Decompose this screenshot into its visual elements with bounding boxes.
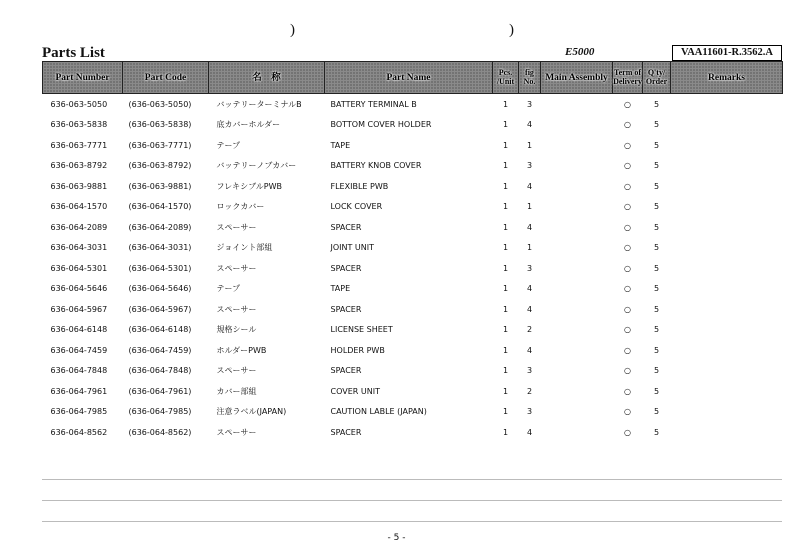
main-assembly-cell (541, 115, 613, 136)
fig-no-cell: 3 (526, 161, 533, 171)
term-of-delivery-cell: ○ (624, 304, 631, 314)
remarks-cell (671, 217, 783, 238)
remarks-cell (671, 156, 783, 177)
part-number-cell: 636-063-7771 (50, 140, 108, 150)
part-name-cell: SPACER (330, 222, 362, 232)
part-number-cell: 636-064-5646 (50, 284, 108, 294)
part-name-cell: BATTERY TERMINAL B (330, 99, 417, 109)
term-of-delivery-cell: ○ (624, 345, 631, 355)
part-number-cell: 636-063-9881 (50, 181, 108, 191)
header-paren-left: ) (290, 22, 295, 38)
table-row (43, 217, 783, 238)
part-code-cell: (636-064-8562) (128, 427, 192, 437)
part-code-cell: (636-064-6148) (128, 325, 192, 335)
pcs-unit-cell: 1 (502, 140, 509, 150)
main-assembly-cell (541, 238, 613, 259)
part-number-cell: 636-064-2089 (50, 222, 108, 232)
part-code-cell: (636-064-2089) (128, 222, 192, 232)
qty-order-cell: 5 (653, 140, 660, 150)
term-of-delivery-cell: ○ (624, 427, 631, 437)
remarks-cell (671, 381, 783, 402)
remarks-cell (671, 197, 783, 218)
fig-no-cell: 4 (526, 181, 533, 191)
main-assembly-cell (541, 361, 613, 382)
part-name-cell: SPACER (330, 366, 362, 376)
column-header-part-name: Part Name (325, 62, 493, 94)
remarks-cell (671, 94, 783, 115)
part-number-cell: 636-064-5967 (50, 304, 108, 314)
term-of-delivery-cell: ○ (624, 161, 631, 171)
column-header-qty-order: Q'ty/ Order (643, 62, 671, 94)
qty-order-cell: 5 (653, 407, 660, 417)
blank-row-divider (42, 500, 782, 501)
qty-order-cell: 5 (653, 222, 660, 232)
part-code-cell: (636-064-5646) (128, 284, 192, 294)
pcs-unit-cell: 1 (502, 222, 509, 232)
table-row (43, 94, 783, 115)
part-number-cell: 636-064-8562 (50, 427, 108, 437)
part-code-cell: (636-064-7985) (128, 407, 192, 417)
table-header-row (43, 62, 783, 94)
part-number-cell: 636-063-8792 (50, 161, 108, 171)
name-jp-cell: テープ (216, 140, 241, 150)
qty-order-cell: 5 (653, 304, 660, 314)
name-jp-cell: バッテリーターミナルB (216, 99, 302, 109)
term-of-delivery-cell: ○ (624, 120, 631, 130)
part-name-cell: SPACER (330, 427, 362, 437)
main-assembly-cell (541, 381, 613, 402)
name-jp-cell: フレキシブルPWB (216, 181, 283, 191)
parts-table (42, 61, 783, 443)
column-header-name-jp: 名 称 (209, 62, 325, 94)
term-of-delivery-cell: ○ (624, 243, 631, 253)
main-assembly-cell (541, 299, 613, 320)
fig-no-cell: 3 (526, 366, 533, 376)
table-row (43, 422, 783, 443)
table-row (43, 115, 783, 136)
term-of-delivery-cell: ○ (624, 284, 631, 294)
blank-row-divider (42, 479, 782, 480)
pcs-unit-cell: 1 (502, 243, 509, 253)
part-number-cell: 636-064-7961 (50, 386, 108, 396)
fig-no-cell: 1 (526, 243, 533, 253)
part-code-cell: (636-063-5050) (128, 99, 192, 109)
remarks-cell (671, 422, 783, 443)
table-row (43, 381, 783, 402)
pcs-unit-cell: 1 (502, 407, 509, 417)
pcs-unit-cell: 1 (502, 99, 509, 109)
part-number-cell: 636-064-5301 (50, 263, 108, 273)
term-of-delivery-cell: ○ (624, 407, 631, 417)
main-assembly-cell (541, 258, 613, 279)
part-code-cell: (636-064-5967) (128, 304, 192, 314)
part-code-cell: (636-063-9881) (128, 181, 192, 191)
pcs-unit-cell: 1 (502, 161, 509, 171)
term-of-delivery-cell: ○ (624, 99, 631, 109)
qty-order-cell: 5 (653, 386, 660, 396)
remarks-cell (671, 361, 783, 382)
main-assembly-cell (541, 279, 613, 300)
part-number-cell: 636-064-3031 (50, 243, 108, 253)
name-jp-cell: カバー部組 (216, 386, 257, 396)
main-assembly-cell (541, 197, 613, 218)
part-name-cell: LICENSE SHEET (330, 325, 393, 335)
term-of-delivery-cell: ○ (624, 366, 631, 376)
main-assembly-cell (541, 320, 613, 341)
table-row (43, 258, 783, 279)
part-number-cell: 636-064-7985 (50, 407, 108, 417)
part-name-cell: SPACER (330, 304, 362, 314)
qty-order-cell: 5 (653, 202, 660, 212)
remarks-cell (671, 258, 783, 279)
remarks-cell (671, 299, 783, 320)
remarks-cell (671, 115, 783, 136)
part-name-cell: FLEXIBLE PWB (330, 181, 389, 191)
name-jp-cell: テープ (216, 284, 241, 294)
part-name-cell: CAUTION LABLE (JAPAN) (330, 407, 427, 417)
fig-no-cell: 3 (526, 407, 533, 417)
term-of-delivery-cell: ○ (624, 386, 631, 396)
qty-order-cell: 5 (653, 284, 660, 294)
pcs-unit-cell: 1 (502, 120, 509, 130)
table-row (43, 156, 783, 177)
remarks-cell (671, 135, 783, 156)
table-row (43, 299, 783, 320)
part-code-cell: (636-063-7771) (128, 140, 192, 150)
part-number-cell: 636-064-7848 (50, 366, 108, 376)
pcs-unit-cell: 1 (502, 181, 509, 191)
qty-order-cell: 5 (653, 325, 660, 335)
header-paren-right: ) (509, 22, 514, 38)
qty-order-cell: 5 (653, 120, 660, 130)
part-name-cell: HOLDER PWB (330, 345, 385, 355)
part-code-cell: (636-064-5301) (128, 263, 192, 273)
fig-no-cell: 4 (526, 427, 533, 437)
fig-no-cell: 3 (526, 99, 533, 109)
name-jp-cell: スペーサー (216, 304, 257, 314)
part-number-cell: 636-064-7459 (50, 345, 108, 355)
pcs-unit-cell: 1 (502, 263, 509, 273)
remarks-cell (671, 340, 783, 361)
part-code-cell: (636-063-5838) (128, 120, 192, 130)
fig-no-cell: 1 (526, 140, 533, 150)
remarks-cell (671, 402, 783, 423)
pcs-unit-cell: 1 (502, 345, 509, 355)
column-header-part-number: Part Number (43, 62, 123, 94)
part-code-cell: (636-064-1570) (128, 202, 192, 212)
name-jp-cell: 注意ラベル(JAPAN) (216, 407, 287, 417)
fig-no-cell: 4 (526, 120, 533, 130)
term-of-delivery-cell: ○ (624, 140, 631, 150)
part-name-cell: BOTTOM COVER HOLDER (330, 120, 432, 130)
part-name-cell: BATTERY KNOB COVER (330, 161, 422, 171)
term-of-delivery-cell: ○ (624, 263, 631, 273)
main-assembly-cell (541, 176, 613, 197)
qty-order-cell: 5 (653, 427, 660, 437)
part-name-cell: LOCK COVER (330, 202, 383, 212)
qty-order-cell: 5 (653, 345, 660, 355)
part-number-cell: 636-063-5838 (50, 120, 108, 130)
qty-order-cell: 5 (653, 99, 660, 109)
blank-row-divider (42, 521, 782, 522)
fig-no-cell: 1 (526, 202, 533, 212)
main-assembly-cell (541, 156, 613, 177)
name-jp-cell: バッテリーノブカバー (216, 161, 297, 171)
part-number-cell: 636-063-5050 (50, 99, 108, 109)
column-header-pcs-unit: Pcs. /Unit (493, 62, 519, 94)
part-code-cell: (636-063-8792) (128, 161, 192, 171)
main-assembly-cell (541, 94, 613, 115)
part-name-cell: TAPE (330, 284, 351, 294)
pcs-unit-cell: 1 (502, 304, 509, 314)
name-jp-cell: ジョイント部組 (216, 243, 273, 253)
part-number-cell: 636-064-6148 (50, 325, 108, 335)
column-header-fig-no: fig No. (519, 62, 541, 94)
main-assembly-cell (541, 340, 613, 361)
fig-no-cell: 4 (526, 304, 533, 314)
fig-no-cell: 4 (526, 222, 533, 232)
qty-order-cell: 5 (653, 243, 660, 253)
name-jp-cell: 規格シール (216, 325, 257, 335)
column-header-remarks: Remarks (671, 62, 783, 94)
document-id: VAA11601-R.3562.A (672, 45, 782, 61)
fig-no-cell: 2 (526, 325, 533, 335)
part-number-cell: 636-064-1570 (50, 202, 108, 212)
page-number: - 5 - (387, 533, 406, 543)
part-code-cell: (636-064-3031) (128, 243, 192, 253)
table-row (43, 238, 783, 259)
table-row (43, 279, 783, 300)
pcs-unit-cell: 1 (502, 366, 509, 376)
table-row (43, 176, 783, 197)
part-name-cell: JOINT UNIT (330, 243, 375, 253)
term-of-delivery-cell: ○ (624, 202, 631, 212)
part-name-cell: SPACER (330, 263, 362, 273)
remarks-cell (671, 176, 783, 197)
table-row (43, 402, 783, 423)
table-row (43, 197, 783, 218)
pcs-unit-cell: 1 (502, 325, 509, 335)
pcs-unit-cell: 1 (502, 427, 509, 437)
fig-no-cell: 4 (526, 345, 533, 355)
name-jp-cell: ロックカバー (216, 202, 265, 212)
pcs-unit-cell: 1 (502, 202, 509, 212)
remarks-cell (671, 320, 783, 341)
term-of-delivery-cell: ○ (624, 325, 631, 335)
name-jp-cell: スペーサー (216, 222, 257, 232)
main-assembly-cell (541, 422, 613, 443)
part-name-cell: TAPE (330, 140, 351, 150)
qty-order-cell: 5 (653, 161, 660, 171)
column-header-part-code: Part Code (123, 62, 209, 94)
table-row (43, 320, 783, 341)
main-assembly-cell (541, 135, 613, 156)
qty-order-cell: 5 (653, 263, 660, 273)
page-title: Parts List (42, 45, 105, 61)
part-code-cell: (636-064-7848) (128, 366, 192, 376)
term-of-delivery-cell: ○ (624, 222, 631, 232)
part-code-cell: (636-064-7961) (128, 386, 192, 396)
table-row (43, 135, 783, 156)
pcs-unit-cell: 1 (502, 284, 509, 294)
remarks-cell (671, 279, 783, 300)
qty-order-cell: 5 (653, 366, 660, 376)
column-header-term-of-delivery: Term of Delivery (613, 62, 643, 94)
part-code-cell: (636-064-7459) (128, 345, 192, 355)
main-assembly-cell (541, 402, 613, 423)
qty-order-cell: 5 (653, 181, 660, 191)
name-jp-cell: スペーサー (216, 366, 257, 376)
part-name-cell: COVER UNIT (330, 386, 380, 396)
term-of-delivery-cell: ○ (624, 181, 631, 191)
table-row (43, 340, 783, 361)
fig-no-cell: 3 (526, 263, 533, 273)
name-jp-cell: スペーサー (216, 263, 257, 273)
model-name: E5000 (565, 46, 595, 58)
fig-no-cell: 2 (526, 386, 533, 396)
name-jp-cell: 底カバーホルダー (216, 120, 281, 130)
remarks-cell (671, 238, 783, 259)
main-assembly-cell (541, 217, 613, 238)
name-jp-cell: スペーサー (216, 427, 257, 437)
column-header-main-assembly: Main Assembly (541, 62, 613, 94)
name-jp-cell: ホルダーPWB (216, 345, 267, 355)
pcs-unit-cell: 1 (502, 386, 509, 396)
fig-no-cell: 4 (526, 284, 533, 294)
table-row (43, 361, 783, 382)
